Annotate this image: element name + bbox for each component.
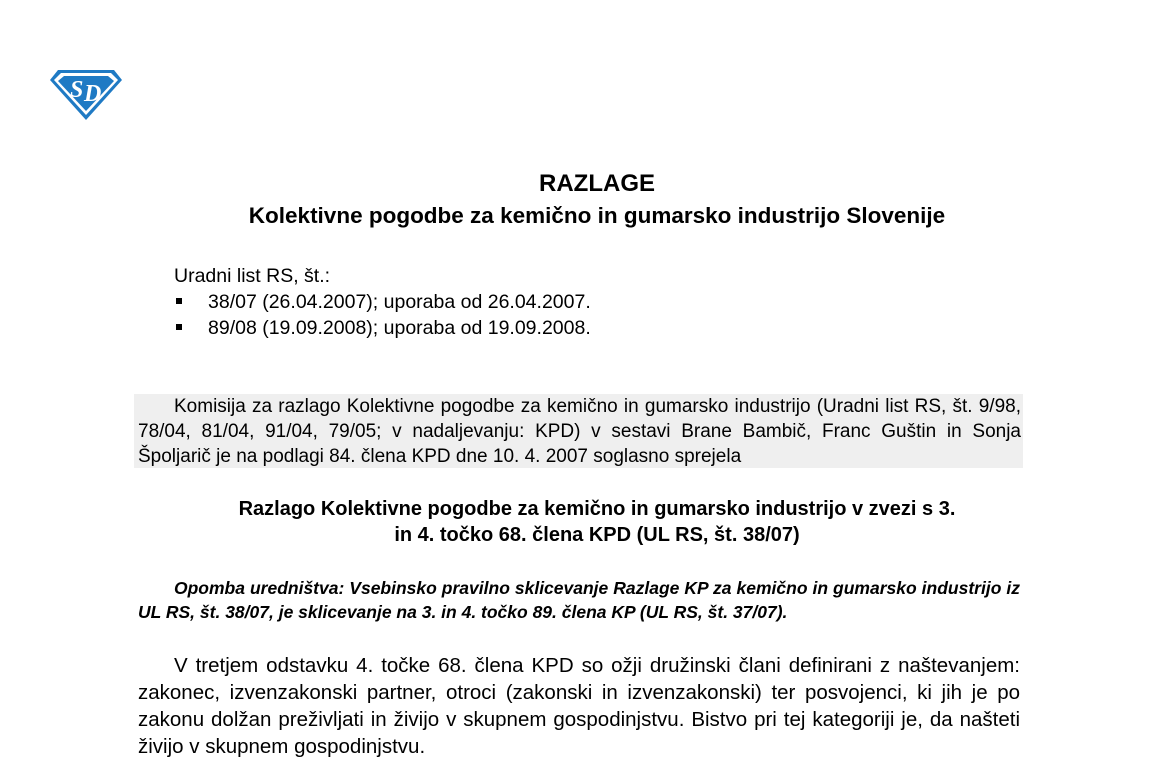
gazette-label: Uradni list RS, št.: bbox=[174, 265, 331, 287]
square-bullet-icon bbox=[176, 298, 182, 304]
gazette-entry-text: 38/07 (26.04.2007); uporaba od 26.04.2007. bbox=[208, 291, 591, 313]
section-heading-line-2: in 4. točko 68. člena KPD (UL RS, št. 38/07) bbox=[394, 524, 800, 546]
svg-text:D: D bbox=[84, 81, 102, 107]
document-title: RAZLAGE bbox=[539, 170, 655, 197]
gazette-entry bbox=[174, 315, 591, 341]
gazette-list bbox=[174, 289, 591, 341]
section-heading-line-1: Razlago Kolektivne pogodbe za kemično in gumarsko industrijo v zvezi s 3. bbox=[238, 498, 956, 520]
section-heading bbox=[138, 496, 1056, 548]
square-bullet-icon bbox=[176, 324, 182, 330]
sd-logo-shield bbox=[48, 64, 124, 122]
intro-paragraph: Komisija za razlago Kolektivne pogodbe za kemično in gumarsko industrijo (Uradni list RS, št. 9/98, 78/04, 81/04, 91/04, 79/05; v nadaljevanju: KPD) v sestavi Brane Bambič, Franc Guštin in Sonja Špoljarič je na podlagi 84. člena KPD dne 10. 4. 2007 soglasno sprejela bbox=[138, 396, 1021, 467]
body-paragraph: V tretjem odstavku 4. točke 68. člena KPD so ožji družinski člani definirani z naštevanjem: zakonec, izvenzakonski partner, otroci (zakonski in izvenzakonski) ter posvojenci, ki jih je po zakonu dolžan preživljati in živijo v skupnem gospodinjstvu. Bistvo pri tej kategoriji je, da našteti živijo v skupnem gospodinjstvu. bbox=[138, 654, 1020, 758]
gazette-entry-text: 89/08 (19.09.2008); uporaba od 19.09.2008. bbox=[208, 317, 591, 339]
sd-logo bbox=[48, 64, 124, 122]
intro-paragraph-box bbox=[134, 394, 1023, 468]
editor-note: Opomba uredništva: Vsebinsko pravilno sklicevanje Razlage KP za kemično in gumarsko industrijo iz UL RS, št. 38/07, je sklicevanje na 3. in 4. točko 89. člena KP (UL RS, št. 37/07). bbox=[138, 578, 1020, 622]
document-subtitle: Kolektivne pogodbe za kemično in gumarsko industrijo Slovenije bbox=[248, 203, 946, 228]
gazette-entry bbox=[174, 289, 591, 315]
svg-text:S: S bbox=[70, 77, 84, 103]
